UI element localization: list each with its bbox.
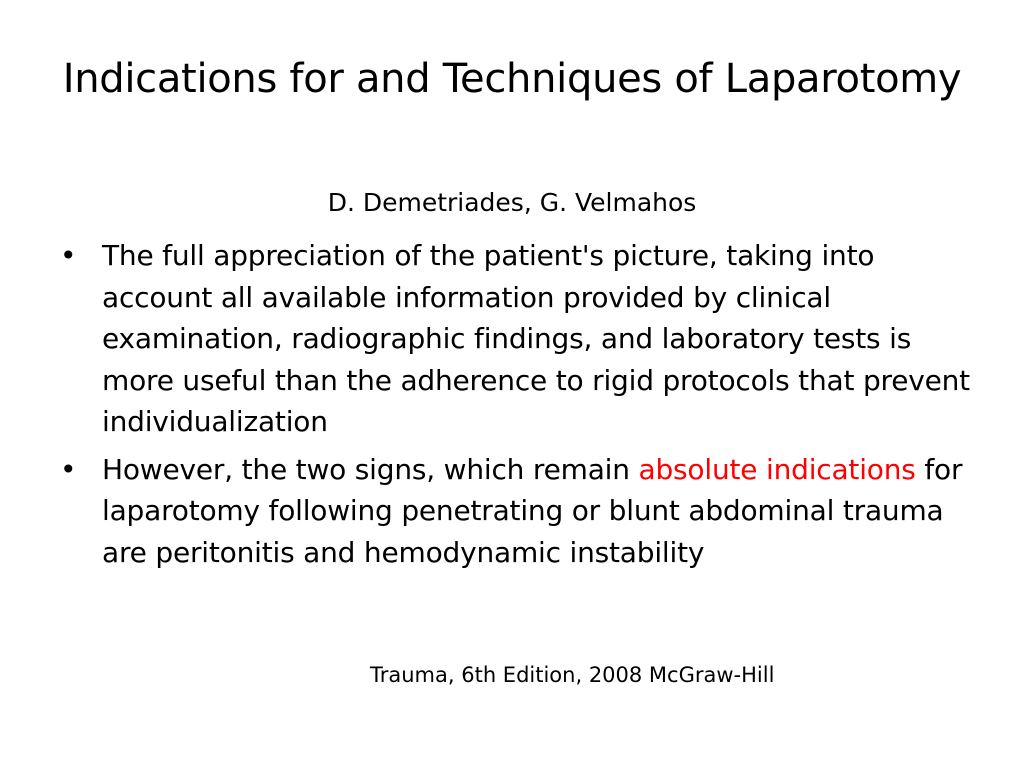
bullet-point-icon: • [60, 452, 77, 486]
bullet-text-after: for laparotomy following penetrating or blunt abdominal trauma are peritonitis and hemodynamic instability [102, 452, 963, 569]
citation: Trauma, 6th Edition, 2008 McGraw-Hill [370, 663, 775, 687]
bullet-text-before: However, the two signs, which remain [102, 452, 639, 486]
bullet-item-full-appreciation [58, 235, 978, 443]
bullet-text: The full appreciation of the patient's picture, taking into account all available information provided by clinical examination, radiographic findings, and laboratory tests is more useful than the adherence to rigid protocols that prevent individualization [102, 239, 970, 438]
slide-title: Indications for and Techniques of Laparotomy [62, 56, 962, 102]
bullet-point-icon: • [60, 239, 77, 272]
highlighted-text: absolute indications [638, 452, 916, 486]
bullet-item-absolute-indications [58, 449, 978, 574]
slide-authors: D. Demetriades, G. Velmahos [327, 188, 697, 217]
bullet-list [58, 235, 978, 579]
